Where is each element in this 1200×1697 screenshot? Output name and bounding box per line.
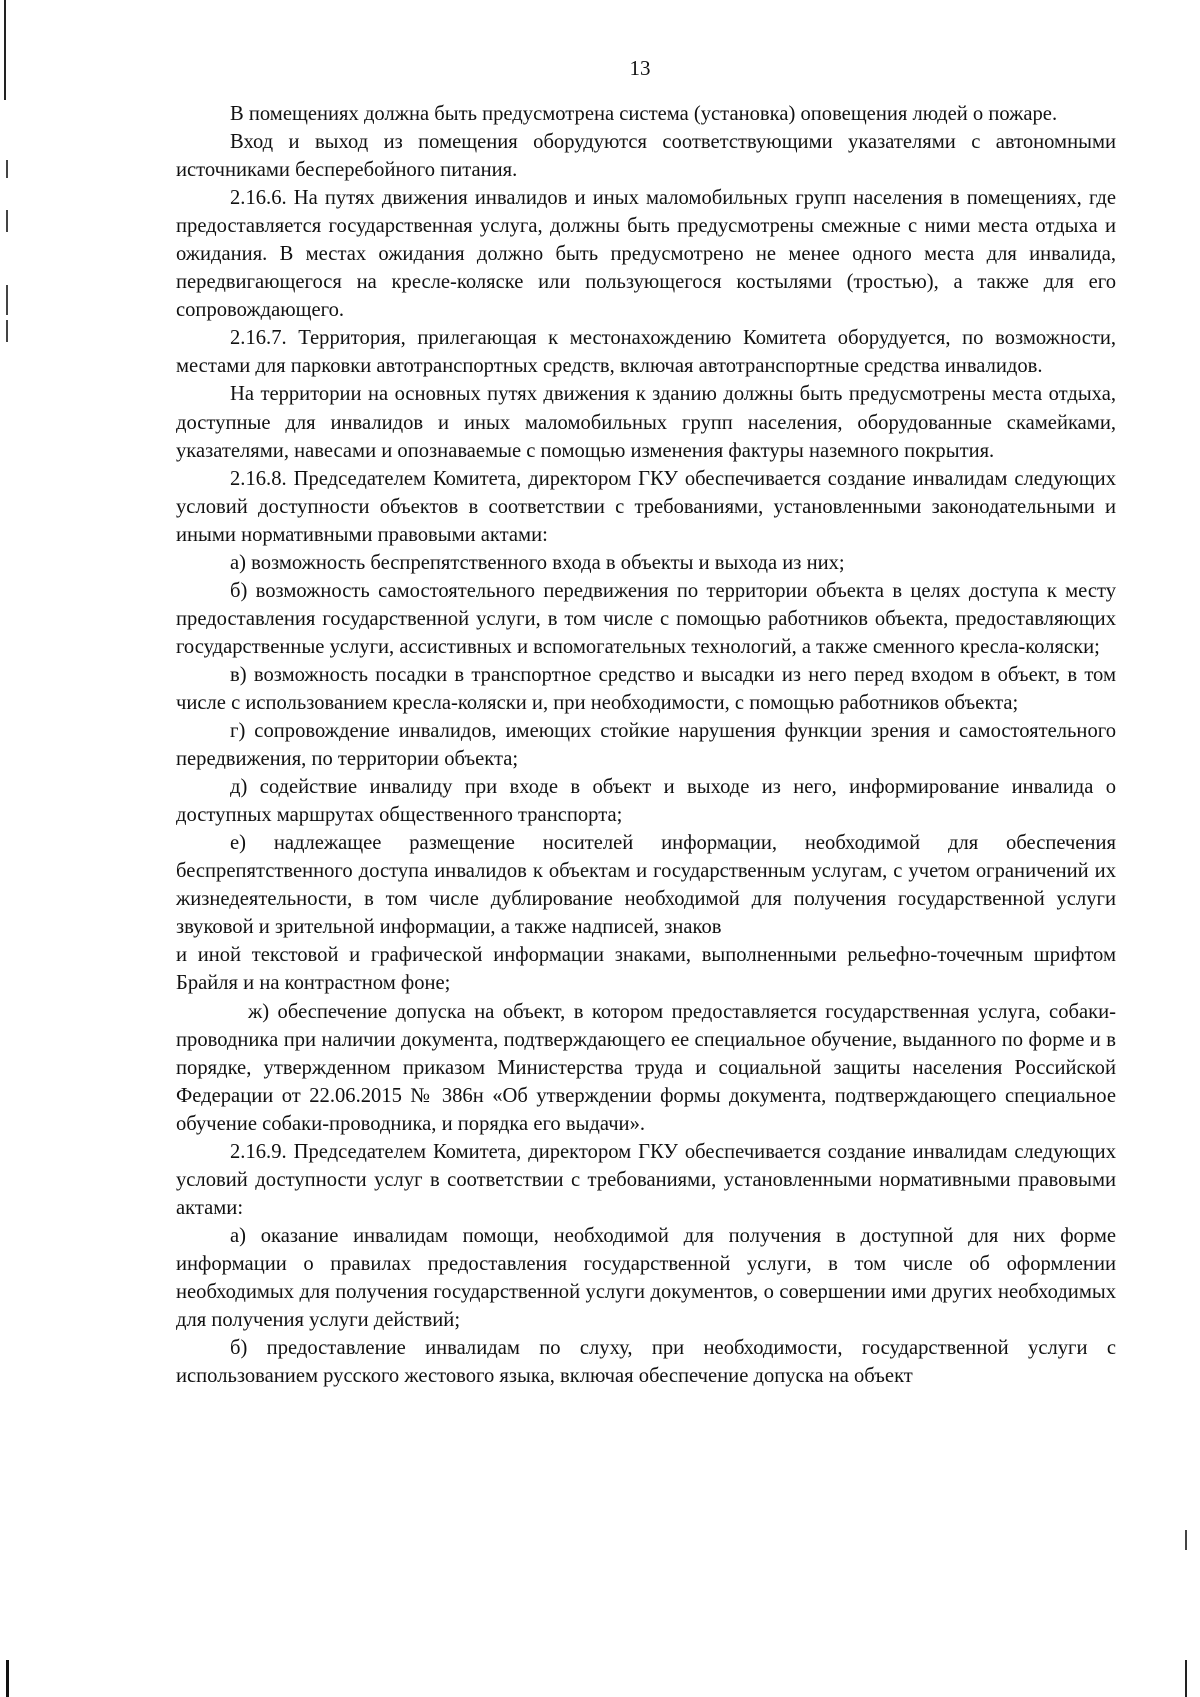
list-item: б) возможность самостоятельного передвижения по территории объекта в целях доступа к месту предоставления государственной услуги, в том числе с помощью работников объекта, предоставляющих государственные услуги, ассистивных и вспомогательных технологий, а также сменного кресла-коляски; (176, 579, 1116, 658)
document-body (176, 100, 1116, 1390)
paragraph: На территории на основных путях движения к зданию должны быть предусмотрены места отдыха, доступные для инвалидов и иных маломобильных групп населения, оборудованные скамейками, указателями, навесами и опознаваемые с помощью изменения фактуры наземного покрытия. (176, 383, 1116, 462)
list-item: е) надлежащее размещение носителей информации, необходимой для обеспечения беспрепятственного доступа инвалидов к объектам и государственным услугам, с учетом ограничений их жизнедеятельности, в том числе дублирование необходимой для получения государственной услуги звуковой и зрительной информации, а также надписей, знаков (176, 832, 1116, 939)
page-number: 13 (629, 56, 651, 80)
scan-edge-mark (4, 0, 6, 100)
scan-edge-mark (6, 285, 8, 315)
list-item: а) оказание инвалидам помощи, необходимой для получения в доступной для них форме информации о правилах предоставления государственной услуги, в том числе об оформлении необходимых для получения государственной услуги документов, о совершении ими других необходимых для получения услуги действий; (176, 1224, 1116, 1332)
scan-edge-mark (1185, 1660, 1187, 1697)
list-item: г) сопровождение инвалидов, имеющих стойкие нарушения функции зрения и самостоятельного передвижения, по территории объекта; (176, 720, 1116, 771)
list-item: ж) обеспечение допуска на объект, в котором предоставляется государственная услуга, собаки-проводника при наличии документа, подтверждающего ее специальное обучение, выданного по форме и в порядке, утвержденном приказом Министерства труда и социальной защиты населения Российской Федерации от 22.06.2015 № 386н «Об утверждении формы документа, подтверждающего специальное обучение собаки-проводника, и порядка его выдачи». (176, 1000, 1116, 1135)
paragraph: 2.16.6. На путях движения инвалидов и иных маломобильных групп населения в помещениях, где предоставляется государственная услуга, должны быть предусмотрены смежные с ними места отдыха и ожидания. В местах ожидания должно быть предусмотрено не менее одного места для инвалида, передвигающегося на кресле-коляске или пользующегося костылями (тростью), а также для его сопровождающего. (176, 187, 1116, 322)
list-item: д) содействие инвалиду при входе в объект и выходе из него, информирование инвалида о доступных маршрутах общественного транспорта; (176, 776, 1116, 827)
paragraph: 2.16.8. Председателем Комитета, директором ГКУ обеспечивается создание инвалидам следующих условий доступности объектов в соответствии с требованиями, установленными законодательными и иными нормативными правовыми актами: (176, 467, 1116, 546)
list-item: а) возможность беспрепятственного входа в объекты и выхода из них; (230, 551, 845, 574)
scan-edge-mark (6, 320, 8, 342)
list-item: в) возможность посадки в транспортное средство и высадки из него перед входом в объект, в том числе с использованием кресла-коляски и, при необходимости, с помощью работников объекта; (176, 663, 1116, 714)
list-item: б) предоставление инвалидам по слуху, при необходимости, государственной услуги с использованием русского жестового языка, включая обеспечение допуска на объект (176, 1337, 1116, 1388)
scan-edge-mark (6, 210, 8, 232)
list-item-continuation: и иной текстовой и графической информации знаками, выполненными рельефно-точечным шрифтом Брайля и на контрастном фоне; (176, 944, 1116, 995)
scan-edge-mark (6, 160, 8, 178)
paragraph: 2.16.7. Территория, прилегающая к местонахождению Комитета оборудуется, по возможности, местами для парковки автотранспортных средств, включая автотранспортные средства инвалидов. (176, 327, 1116, 378)
scan-edge-mark (6, 1660, 9, 1697)
scan-edge-mark (1185, 1530, 1187, 1550)
paragraph: Вход и выход из помещения оборудуются соответствующими указателями с автономными источниками бесперебойного питания. (176, 131, 1116, 182)
paragraph: 2.16.9. Председателем Комитета, директором ГКУ обеспечивается создание инвалидам следующих условий доступности услуг в соответствии с требованиями, установленными нормативными правовыми актами: (176, 1140, 1116, 1219)
paragraph: В помещениях должна быть предусмотрена система (установка) оповещения людей о пожаре. (230, 103, 1058, 125)
